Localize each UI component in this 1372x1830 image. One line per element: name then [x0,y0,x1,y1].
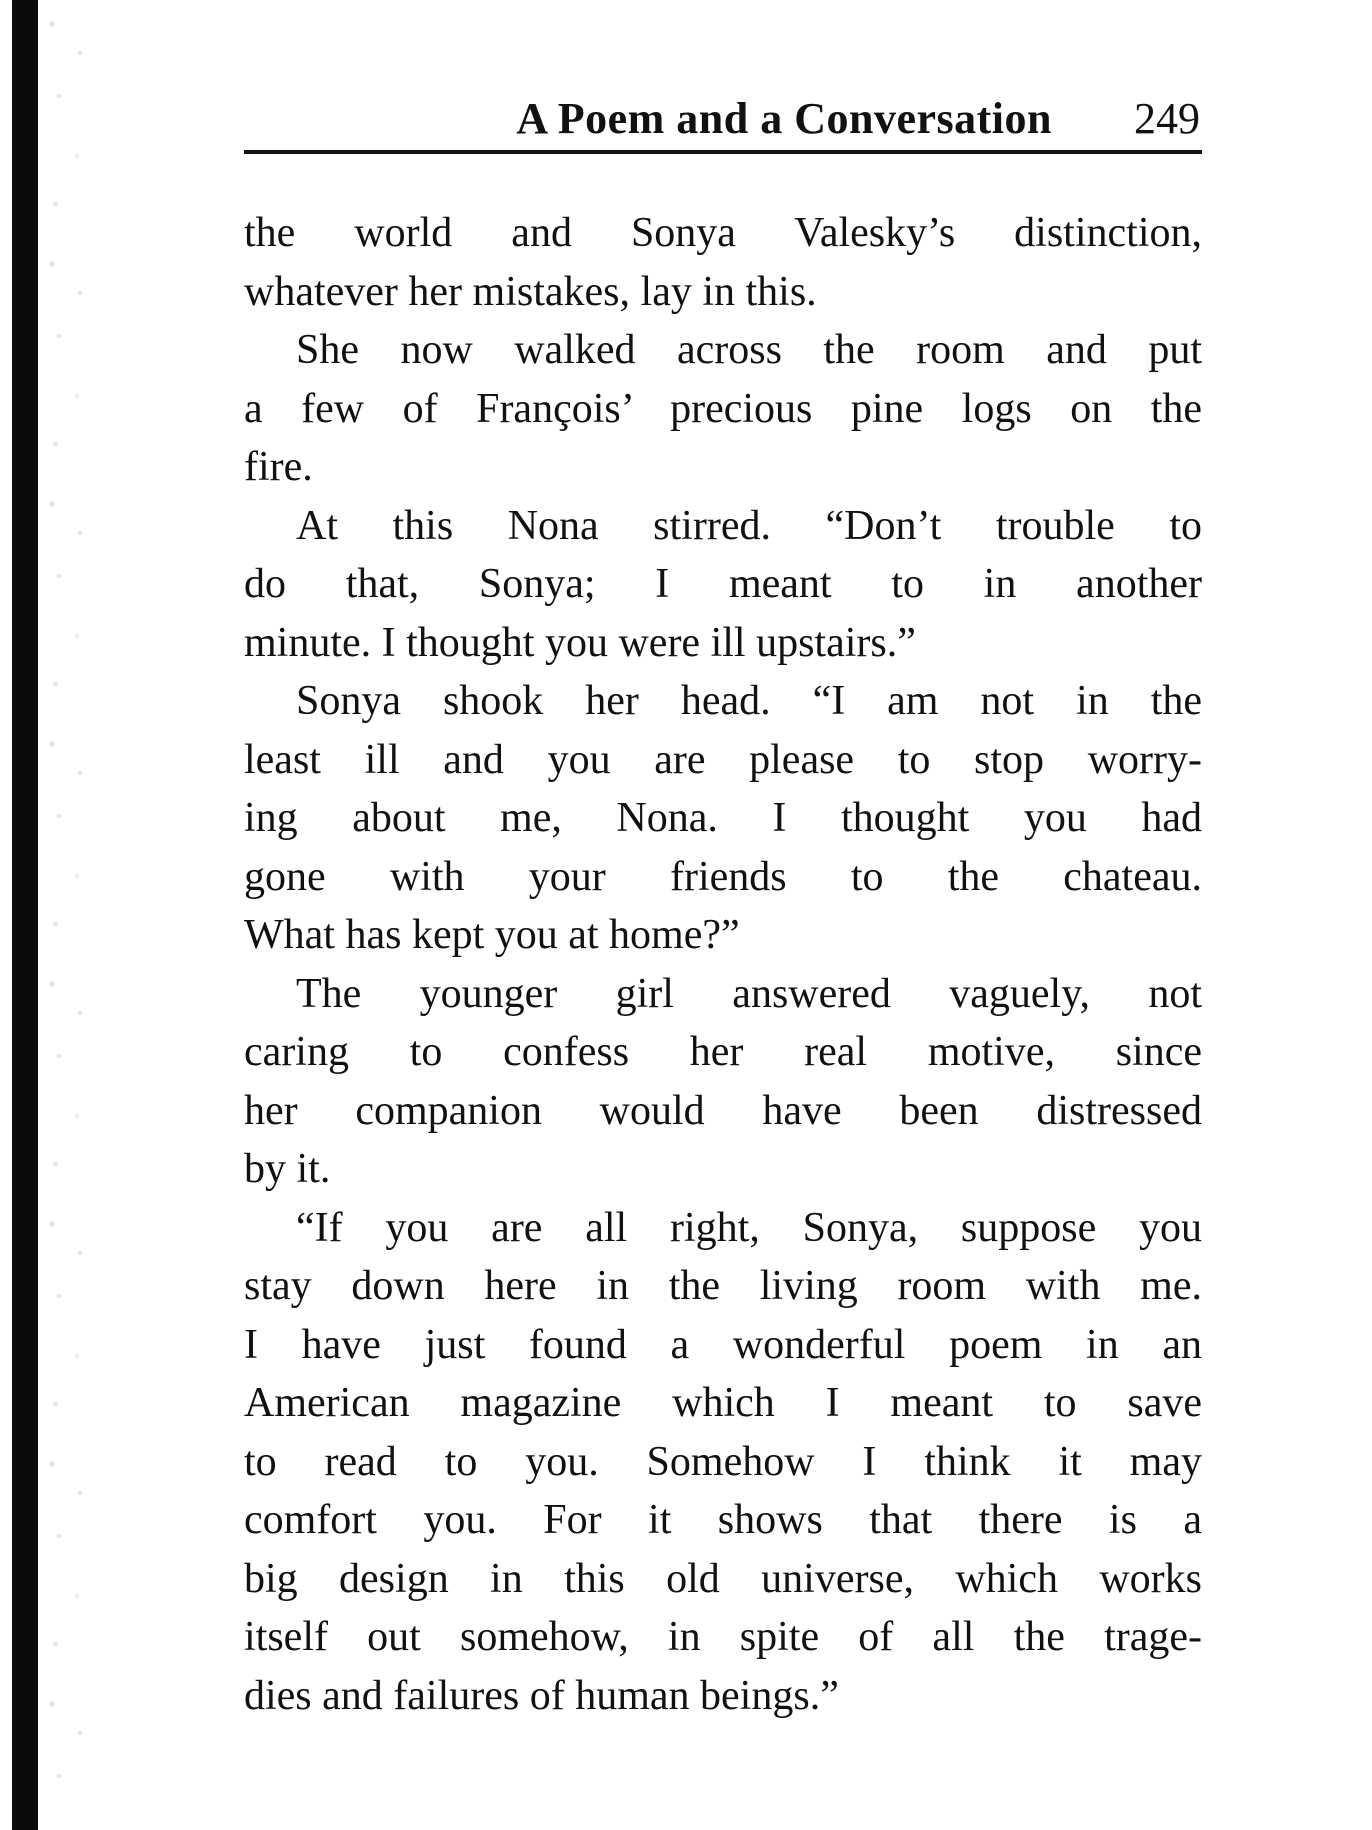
text-line: stay down here in the living room with me. [244,1263,1202,1309]
text-line: by it. [244,1146,331,1192]
text-line: to read to you. Somehow I think it may [244,1438,1202,1485]
text-line: gone with your friends to the chateau. [244,853,1202,900]
text-line: minute. I thought you were ill upstairs.” [244,619,916,666]
text-line: caring to confess her real motive, since [244,1029,1202,1075]
text-line: ing about me, Nona. I thought you had [244,795,1202,841]
text-line: The younger girl answered vaguely, not [296,970,1202,1017]
text-line: whatever her mistakes, lay in this. [244,268,817,315]
running-head [244,88,1202,154]
text-line: She now walked across the room and put [296,327,1202,373]
book-page [244,88,1202,1725]
paragraph [244,1199,1202,1726]
text-line: big design in this old universe, which works [244,1555,1202,1602]
paragraph [244,321,1202,497]
text-line: I have just found a wonderful poem in an [244,1321,1202,1368]
body-text [244,204,1202,1725]
text-line: a few of François’ precious pine logs on the [244,385,1202,432]
text-line: do that, Sonya; I meant to in another [244,561,1202,607]
text-line: dies and failures of human beings.” [244,1672,839,1719]
text-line: her companion would have been distressed [244,1087,1202,1134]
paragraph [244,204,1202,321]
paragraph [244,965,1202,1199]
text-line: the world and Sonya Valesky’s distinction, [244,210,1202,256]
book-binding-shadow [12,0,38,1830]
text-line: itself out somehow, in spite of all the trage- [244,1614,1202,1660]
text-line: fire. [244,444,313,490]
page-number: 249 [1134,94,1200,143]
paragraph [244,497,1202,673]
text-line: comfort you. For it shows that there is a [244,1497,1202,1543]
text-line: least ill and you are please to stop worry- [244,736,1202,783]
chapter-title: A Poem and a Conversation [516,94,1052,143]
text-line: What has kept you at home?” [244,912,740,958]
scan-speckle [38,0,108,1830]
text-line: At this Nona stirred. “Don’t trouble to [296,502,1202,549]
text-line: Sonya shook her head. “I am not in the [296,678,1202,724]
text-line: “If you are all right, Sonya, suppose you [296,1204,1202,1251]
paragraph [244,672,1202,965]
text-line: American magazine which I meant to save [244,1380,1202,1426]
